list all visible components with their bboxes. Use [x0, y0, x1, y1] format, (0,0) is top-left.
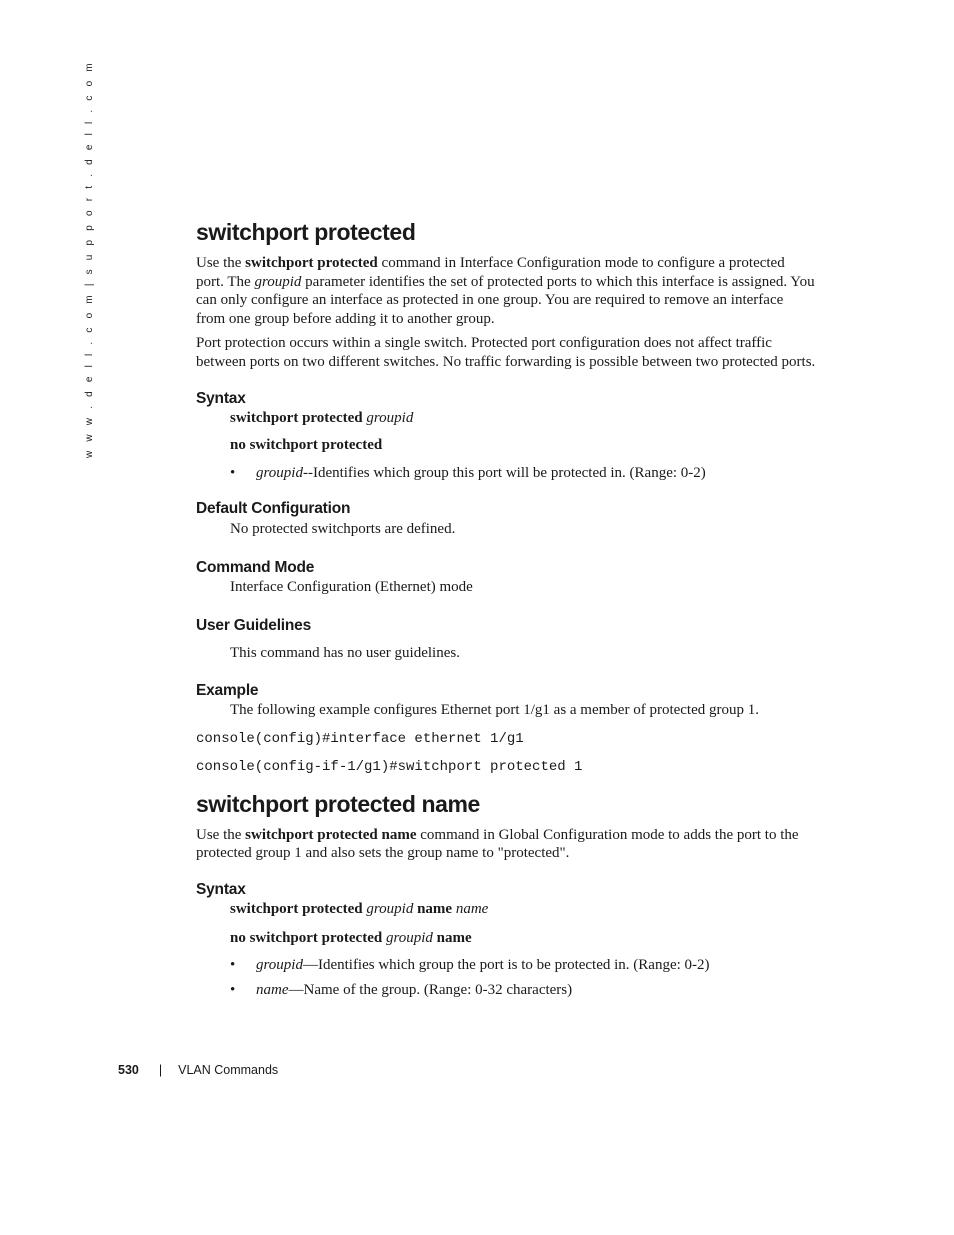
syntax2-no-groupid: groupid	[385, 929, 433, 946]
default-configuration-text: No protected switchports are defined.	[230, 521, 456, 538]
syntax2-name-keyword: name	[417, 900, 453, 917]
syntax-no-command: no switchport protected	[230, 437, 383, 454]
syntax2-groupid: groupid	[366, 900, 414, 917]
parameter-list-2	[196, 956, 816, 999]
sidebar-url	[84, 60, 98, 464]
code-line-1: console(config)#interface ethernet 1/g1	[196, 730, 524, 747]
user-guidelines-heading: User Guidelines	[196, 616, 312, 634]
list-item	[230, 981, 816, 1000]
default-configuration-heading: Default Configuration	[196, 500, 351, 518]
example-heading: Example	[196, 682, 259, 700]
sidebar-url-text: w w w . d e l l . c o m | s u p p o r t . d e l l . c o m	[84, 60, 95, 458]
section-title-switchport-protected: switchport protected	[196, 219, 416, 245]
user-guidelines-text: This command has no user guidelines.	[230, 644, 460, 661]
syntax-heading-2: Syntax	[196, 880, 246, 898]
page-number: 530	[118, 1063, 139, 1077]
syntax2-no-command: no switchport protected	[230, 929, 383, 946]
intro-text-3: parameter identifies the set of protected ports to which this interface is assigned. You can only configure an interface as protected in one group. You are required to remove an interface from one group before adding it to another group.	[196, 273, 815, 327]
intro-text-2: command in Interface Configuration mode to configure a protected port. The	[196, 255, 785, 290]
param-name: groupid	[256, 957, 303, 974]
intro2-text-1: Use the	[196, 826, 246, 843]
syntax2-no-name-keyword: name	[436, 929, 472, 946]
intro-text-1: Use the	[196, 255, 246, 271]
command-mode-text: Interface Configuration (Ethernet) mode	[230, 578, 473, 595]
param-name: groupid	[256, 464, 303, 481]
syntax-line-2	[196, 436, 816, 455]
syntax2-line-2	[196, 929, 816, 948]
syntax-param: groupid	[366, 409, 414, 426]
syntax-command: switchport protected	[230, 409, 363, 426]
syntax2-line-1	[196, 900, 816, 919]
intro-paragraph	[196, 254, 816, 328]
parameter-list	[196, 464, 816, 483]
syntax-line-1	[196, 409, 816, 428]
intro2-command: switchport protected name	[245, 826, 417, 843]
list-item	[230, 464, 816, 483]
main-content	[196, 214, 816, 999]
intro-groupid: groupid	[254, 273, 302, 290]
intro-command: switchport protected	[245, 255, 378, 271]
syntax2-command: switchport protected	[230, 900, 363, 917]
section-title-switchport-protected-name: switchport protected name	[196, 790, 480, 817]
intro2-text-2: command in Global Configuration mode to adds the port to the protected group 1 and also sets the group name to "protected".	[196, 826, 799, 862]
param-desc: —Identifies which group the port is to be protected in. (Range: 0-2)	[302, 957, 710, 974]
chapter-name: VLAN Commands	[178, 1063, 279, 1077]
footer-separator: |	[158, 1063, 163, 1077]
command-mode-heading: Command Mode	[196, 558, 315, 576]
list-item	[230, 956, 816, 975]
page-footer	[118, 1061, 278, 1079]
code-line-2: console(config-if-1/g1)#switchport protected 1	[196, 758, 583, 775]
syntax2-name-param: name	[455, 900, 489, 917]
example-text: The following example configures Ethernet port 1/g1 as a member of protected group 1.	[230, 702, 759, 719]
param-desc: —Name of the group. (Range: 0-32 characters)	[288, 981, 573, 998]
param-name: name	[256, 981, 289, 998]
port-protection-paragraph: Port protection occurs within a single switch. Protected port configuration does not affect traffic between ports on two different switches. No traffic forwarding is possible between two protected ports.	[196, 335, 816, 370]
syntax-heading: Syntax	[196, 389, 246, 407]
intro-paragraph-2	[196, 826, 816, 863]
param-desc: --Identifies which group this port will be protected in. (Range: 0-2)	[302, 464, 706, 481]
